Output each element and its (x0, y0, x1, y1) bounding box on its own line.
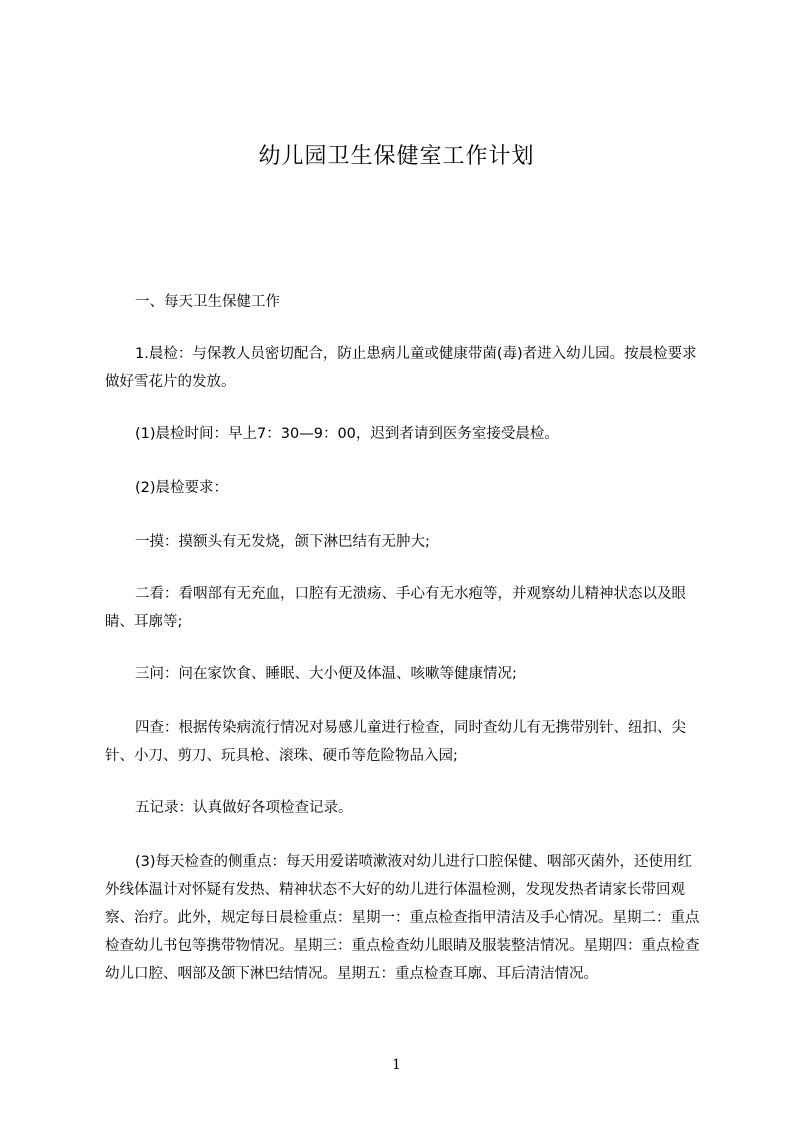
page-number: 1 (392, 1057, 401, 1073)
paragraph-look: 二看：看咽部有无充血，口腔有无溃疡、手心有无水疱等，并观察幼儿精神状态以及眼睛、耳廓等; (105, 586, 686, 630)
paragraph-record: 五记录：认真做好各项检查记录。 (135, 800, 353, 816)
paragraph-inspect: 四查：根据传染病流行情况对易感儿童进行检查，同时查幼儿有无携带别针、纽扣、尖针、小刀、剪刀、玩具枪、滚珠、硬币等危险物品入园; (105, 720, 686, 764)
paragraph-check-requirements: (2)晨检要求： (135, 480, 229, 496)
paragraph-ask: 三问：问在家饮食、睡眠、大小便及体温、咳嗽等健康情况; (135, 666, 517, 682)
paragraph-touch: 一摸：摸额头有无发烧，颌下淋巴结有无肿大; (135, 534, 430, 550)
paragraph-morning-check: 1.晨检：与保教人员密切配合，防止患病儿童或健康带菌(毒)者进入幼儿园。按晨检要求做好雪花片的发放。 (105, 346, 697, 390)
document-title: 幼儿园卫生保健室工作计划 (258, 144, 535, 169)
paragraph-check-time: (1)晨检时间：早上7：30—9：00，迟到者请到医务室接受晨检。 (135, 426, 559, 442)
paragraph-daily-focus: (3)每天检查的侧重点：每天用爱诺喷漱液对幼儿进行口腔保健、咽部灭菌外，还使用红外线体温计对怀疑有发热、精神状态不大好的幼儿进行体温检测，发现发热者请家长带回观察、治疗。此外，规定每日晨检重点：星期一：重点检查指甲清洁及手心情况。星期二：重点检查幼儿书包等携带物情况。星期三：重点检查幼儿眼睛及服装整洁情况。星期四：重点检查幼儿口腔、咽部及颌下淋巴结情况。星期五：重点检查耳廓、耳后清洁情况。 (105, 854, 700, 982)
section-heading-daily-health-work: 一、每天卫生保健工作 (135, 294, 280, 310)
